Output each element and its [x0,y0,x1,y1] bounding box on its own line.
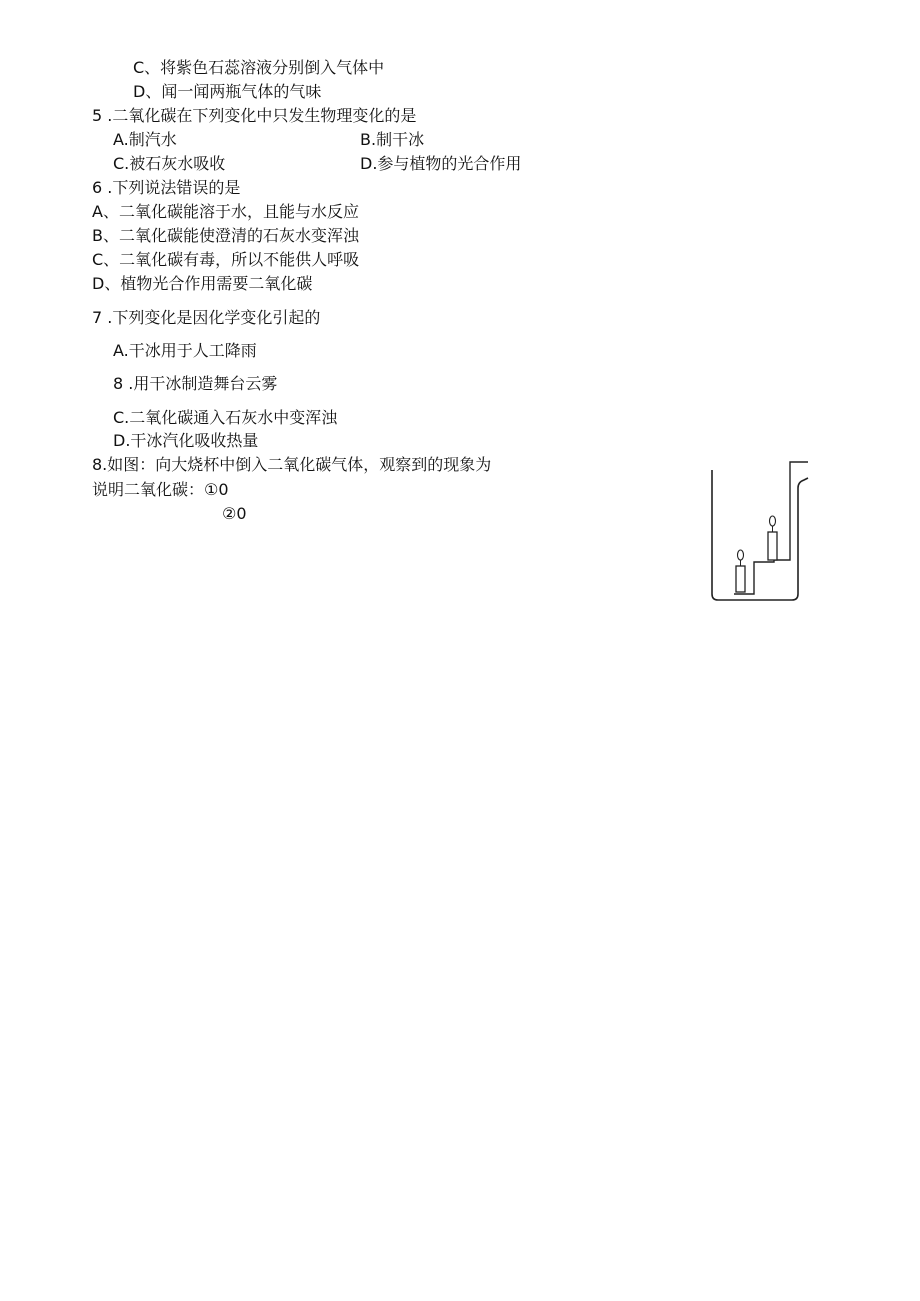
q7-option-c: C.二氧化碳通入石灰水中变浑浊 [113,408,338,427]
q6-option-b: B、二氧化碳能使澄清的石灰水变浑浊 [92,226,359,245]
option-d-line: D、闻一闻两瓶气体的气味 [133,82,322,101]
q7-option-a: A.干冰用于人工降雨 [113,341,257,360]
upper-candle [768,532,777,560]
upper-candle-flame [770,516,776,526]
q7-option-b: 8 .用干冰制造舞台云雾 [113,374,278,393]
question-8: 8.如图：向大烧杯中倒入二氧化碳气体，观察到的现象为 [92,455,492,474]
question-7: 7 .下列变化是因化学变化引起的 [92,308,321,327]
option-c-line: C、将紫色石蕊溶液分别倒入气体中 [133,58,385,77]
q6-option-a: A、二氧化碳能溶于水，且能与水反应 [92,202,359,221]
lower-candle [736,566,745,592]
q6-option-c: C、二氧化碳有毒，所以不能供人呼吸 [92,250,360,269]
q8-explanation-2: ②0 [222,504,247,523]
q6-option-d: D、植物光合作用需要二氧化碳 [92,274,313,293]
beaker-candle-diagram [704,460,814,606]
q5-option-a: A.制汽水 [113,130,177,149]
question-6: 6 .下列说法错误的是 [92,178,241,197]
beaker-outline [712,470,808,600]
q7-option-d: D.干冰汽化吸收热量 [113,431,259,450]
beaker-rim [790,462,808,478]
q5-option-c: C.被石灰水吸收 [113,154,226,173]
q5-option-d: D.参与植物的光合作用 [360,154,522,173]
lower-candle-flame [738,550,744,560]
question-5: 5 .二氧化碳在下列变化中只发生物理变化的是 [92,106,417,125]
q5-option-b: B.制干冰 [360,130,425,149]
q8-explanation-1: 说明二氧化碳：①0 [92,480,229,499]
